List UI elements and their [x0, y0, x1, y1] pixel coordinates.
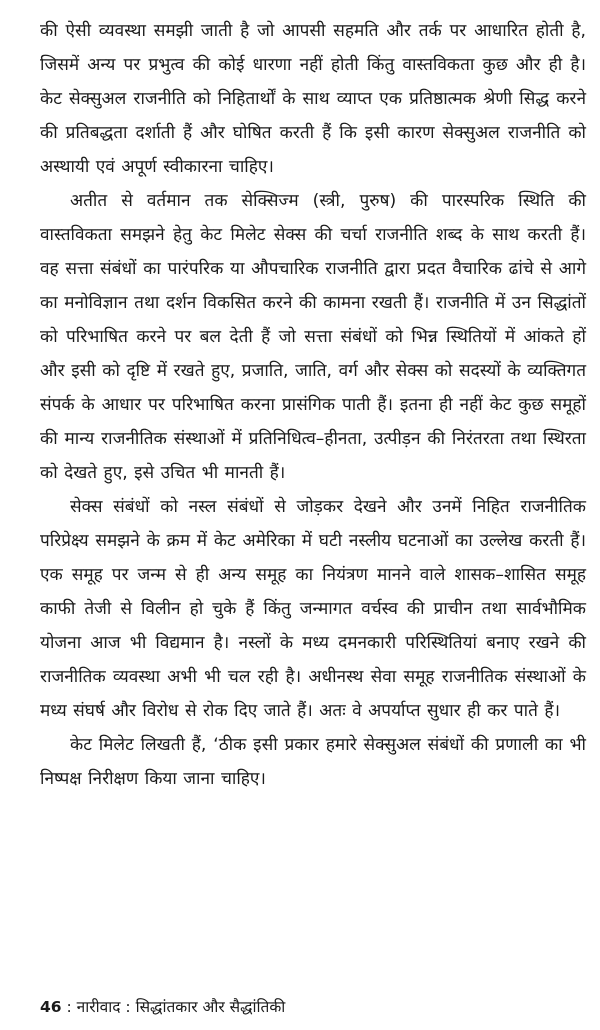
- paragraph-race-relations: सेक्स संबंधों को नस्ल संबंधों से जोड़कर देखने और उनमें निहित राजनीतिक परिप्रेक्ष्य समझने के क्रम में केट अमेरिका में घटी नस्लीय घटनाओं का उल्लेख करती हैं। एक समूह पर जन्म से ही अन्य समूह का नियंत्रण मानने वाले शासक–शासित समूह काफी तेजी से विलीन हो चुके हैं किंतु जन्मागत वर्चस्व की प्राचीन तथा सार्वभौमिक योजना आज भी विद्यमान है। नस्लों के मध्य दमनकारी परिस्थितियां बनाए रखने की राजनीतिक व्यवस्था अभी भी चल रही है। अधीनस्थ सेवा समूह राजनीतिक संस्थाओं के मध्य संघर्ष और विरोध से रोक दिए जाते हैं। अतः वे अपर्याप्त सुधार ही कर पाते हैं।: [40, 497, 586, 721]
- footer-separator: :: [61, 998, 77, 1016]
- paragraph-sexism-politics: अतीत से वर्तमान तक सेक्सिज्म (स्त्री, पुरुष) की पारस्परिक स्थिति की वास्तविकता समझने हेतु केट मिलेट सेक्स की चर्चा राजनीति शब्द के साथ करती हैं। वह सत्ता संबंधों का पारंपरिक या औपचारिक राजनीति द्वारा प्रदत वैचारिक ढांचे से आगे का मनोविज्ञान तथा दर्शन विकसित करने की कामना रखती हैं। राजनीति में उन सिद्धांतों को परिभाषित करने पर बल देती हैं जो सत्ता संबंधों को भिन्न स्थितियों में आंकते हों और इसी को दृष्टि में रखते हुए, प्रजाति, जाति, वर्ग और सेक्स को सदस्यों के व्यक्तिगत संपर्क के आधार पर परिभाषित करना प्रासंगिक पाती हैं। इतना ही नहीं केट कुछ समूहों की मान्य राजनीतिक संस्थाओं में प्रतिनिधित्व–हीनता, उत्पीड़न की निरंतरता तथा स्थिरता को देखते हुए, इसे उचित भी मानती हैं।: [40, 191, 586, 483]
- page-footer: [40, 996, 285, 1018]
- paragraph-continued: की ऐसी व्यवस्था समझी जाती है जो आपसी सहमति और तर्क पर आधारित होती है, जिसमें अन्य पर प्रभुत्व की कोई धारणा नहीं होती किंतु वास्तविकता कुछ और ही है। केट सेक्सुअल राजनीति को निहितार्थों के साथ व्याप्त एक प्रतिष्ठात्मक श्रेणी सिद्ध करने की प्रतिबद्धता दर्शाती हैं और घोषित करती हैं कि इसी कारण सेक्सुअल राजनीति को अस्थायी एवं अपूर्ण स्वीकारना चाहिए।: [40, 21, 586, 177]
- page-number: 46: [40, 998, 62, 1016]
- running-title: नारीवाद : सिद्धांतकार और सैद्धांतिकी: [76, 998, 286, 1016]
- paragraph-kate-millett-quote: केट मिलेट लिखती हैं, ‘ठीक इसी प्रकार हमारे सेक्सुअल संबंधों की प्रणाली का भी निष्पक्ष निरीक्षण किया जाना चाहिए।: [40, 735, 586, 789]
